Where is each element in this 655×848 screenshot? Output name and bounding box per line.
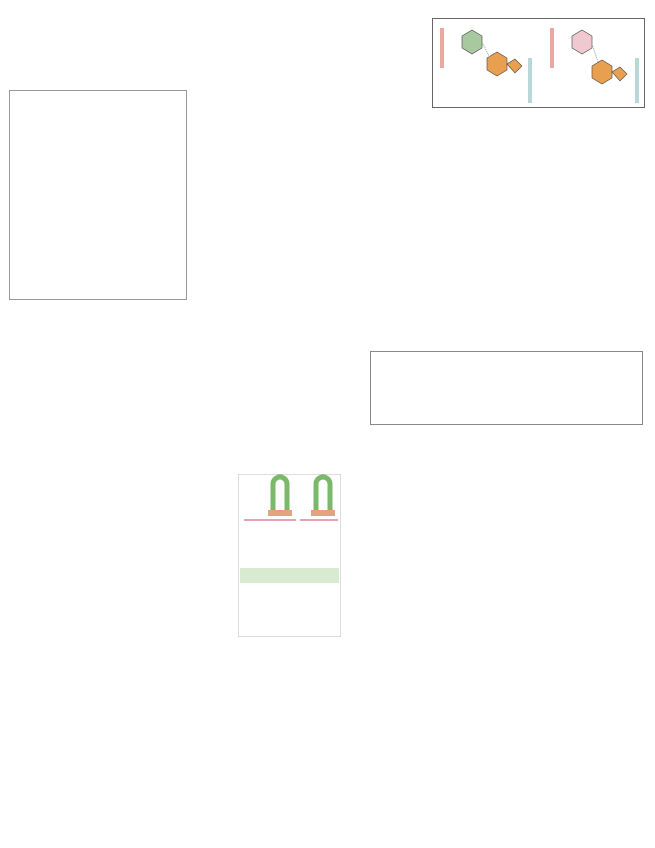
second-base-header (22, 104, 172, 113)
pairing-figure-top (432, 18, 645, 108)
codon-table (9, 90, 187, 300)
pairing-figure-inosine (370, 351, 643, 425)
wobble-figure (238, 474, 341, 637)
